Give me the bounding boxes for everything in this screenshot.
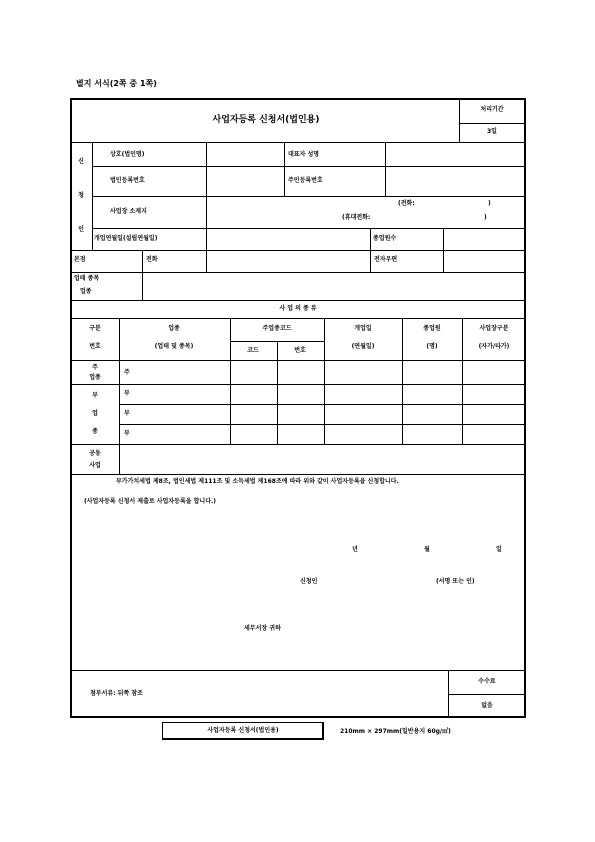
fee-label: 수수료 [478,678,496,685]
row-prefix-4: 부 [124,430,130,437]
row-sub-label-1: 부 [92,392,98,399]
declaration-line-2: (사업자등록 신청서 제출로 사업자등록을 합니다.) [84,498,217,505]
head-office-phone-label: 전화 [146,256,158,263]
col-industry-label: 업종 [168,325,180,332]
signature-seal-label: (서명 또는 인) [436,578,475,585]
row-main-label-2: 업종 [89,374,101,381]
declaration-line-1: 부가가치세법 제8조, 법인세법 제111조 및 소득세법 제168조에 따라 위와 같이 사업자등록을 신청합니다. [116,478,399,485]
row-prefix-3: 부 [124,410,130,417]
col-industry-sub-label: (업태 및 종목) [154,343,194,350]
col-code-sub-1: 코드 [247,347,259,354]
address-phone-open: (전화: [398,200,415,207]
remarks-label-2: 사업 [89,462,101,469]
signature-applicant-label: 신청인 [300,578,318,585]
business-type-label: 업태 종목 [74,275,100,282]
fee-value: 없음 [481,702,493,709]
business-kind-title: 사 업 의 종 류 [279,305,317,312]
row-prefix-1: 주 [124,369,130,376]
rep-name-label: 대표자 성명 [288,151,320,158]
col-open-date-sub: (연월일) [351,343,375,350]
email-label: 전자우편 [374,256,398,263]
form-frame [70,98,526,718]
applicant-side-label-3: 인 [78,226,84,233]
col-staff-sub: (명) [426,343,438,350]
col-site-label: 사업장구분 [479,325,509,332]
corp-regno-label: 법인등록번호 [110,177,145,184]
address-mobile-open: (휴대전화: [342,214,371,221]
date-month: 월 [424,546,430,553]
row-main-label-1: 주 [92,364,98,371]
col-number-label: 번호 [89,343,101,350]
applicant-side-label-1: 신 [78,158,84,165]
processing-period-label: 처리기간 [480,106,504,113]
footer-form-label: 사업자등록 신청서(법인용) [207,727,279,734]
date-year: 년 [352,546,358,553]
date-day: 일 [496,546,502,553]
col-code-sub-2: 번호 [294,347,306,354]
attachment-label: 첨부서류: 뒤쪽 참조 [90,690,143,697]
col-open-date-label: 개업일 [354,325,372,332]
address-phone-close: ) [488,200,491,207]
applicant-side-label-2: 청 [78,192,84,199]
address-mobile-close: ) [484,214,487,221]
col-site-sub: (자가/타가) [478,343,510,350]
address-label: 사업장 소재지 [110,208,147,215]
form-number-label: 별지 서식(2쪽 중 1쪽) [76,79,157,88]
footer-paper-size: 210mm × 297mm(일반용지 60g/㎡) [340,728,451,735]
tax-office-label: 세무서장 귀하 [244,625,281,632]
industry-label: 업종 [80,288,92,295]
row-prefix-2: 부 [124,390,130,397]
col-category-label: 구분 [89,325,101,332]
remarks-label-1: 공동 [89,450,101,457]
col-staff-label: 종업원 [423,325,441,332]
corp-name-label: 상호(법인명) [110,151,145,158]
form-title: 사업자등록 신청서(법인용) [212,115,320,125]
employees-label: 종업원수 [373,235,397,242]
rep-regno-label: 주민등록번호 [288,177,323,184]
col-code-label: 주업종코드 [262,325,292,332]
open-date-label: 개업연월일(설립연월일) [94,235,158,242]
head-office-label: 본점 [74,256,86,263]
row-sub-label-2: 업 [92,410,98,417]
processing-period-value: 3일 [487,128,497,135]
row-sub-label-3: 종 [92,428,98,435]
